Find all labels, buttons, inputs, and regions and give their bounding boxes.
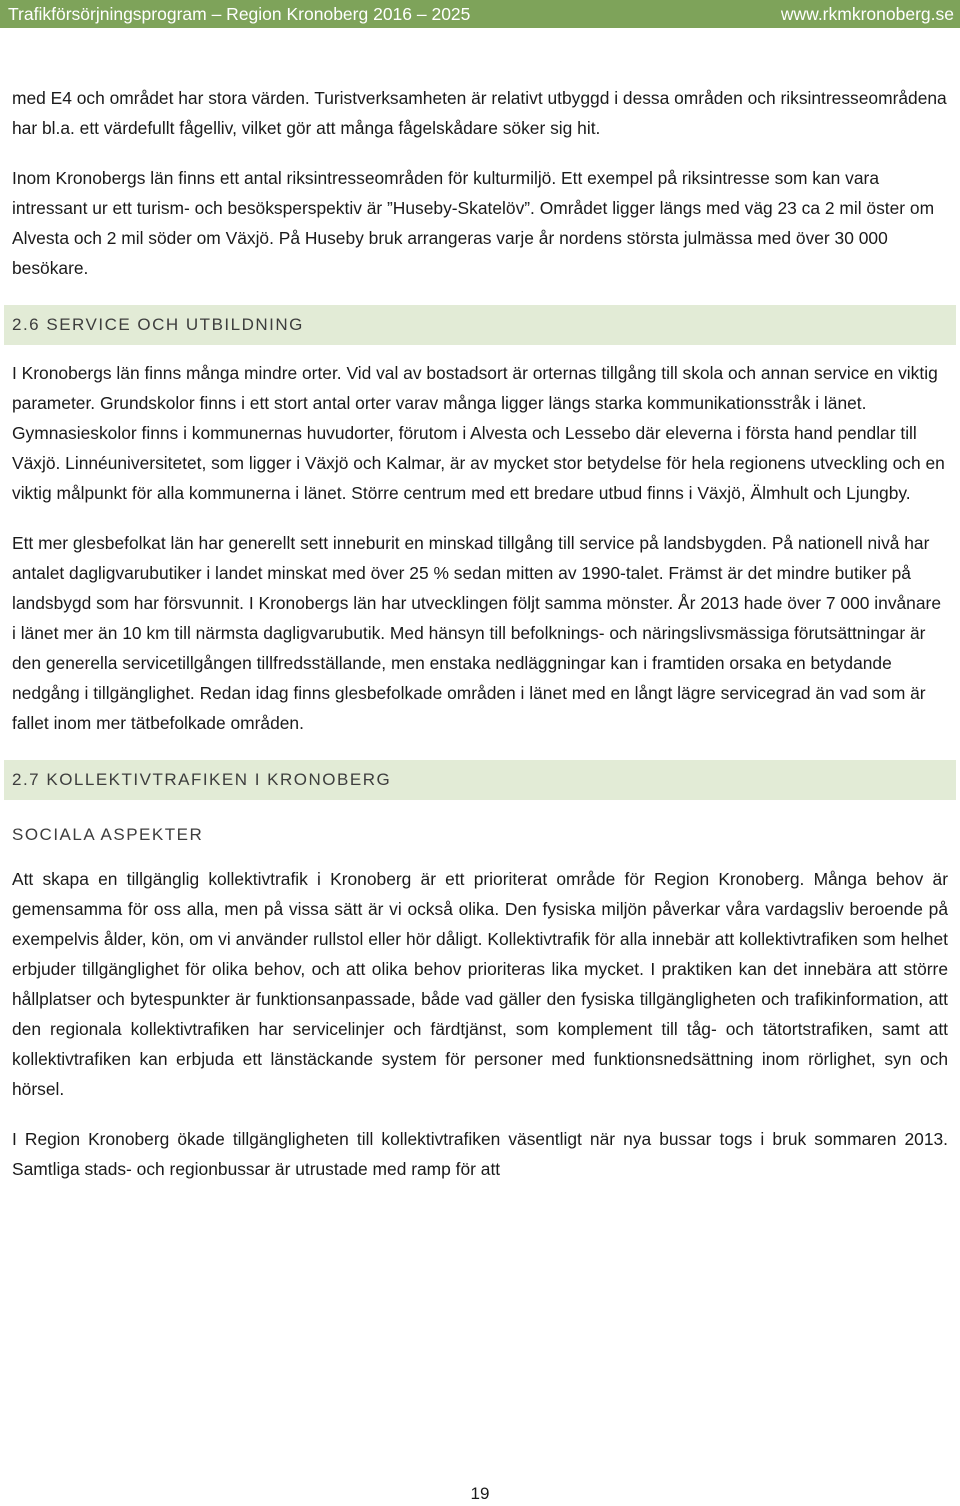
page-header <box>0 0 960 28</box>
paragraph-culture: Inom Kronobergs län finns ett antal riksintresseområden för kulturmiljö. Ett exempel på riksintresse som kan vara intressant ur ett turism- och besöksperspektiv är ”Huseby-Skatelöv”. Området ligger längs med väg 23 ca 2 mil öster om Alvesta och 2 mil söder om Växjö. På Huseby bruk arrangeras varje år nordens största julmässa med över 30 000 besökare. <box>12 168 935 278</box>
paragraph-service: I Kronobergs län finns många mindre orter. Vid val av bostadsort är orternas tillgång till skola och annan service en viktig parameter. Grundskolor finns i ett stort antal orter varav många ligger längs starka kommunikationsstråk i länet. Gymnasieskolor finns i kommunernas huvudorter, förutom i Alvesta och Lessebo där eleverna i första hand pendlar till Växjö. Linnéuniversitetet, som ligger i Växjö och Kalmar, är av mycket stor betydelse för hela regionens utveckling och en viktig målpunkt för alla kommunerna i länet. Större centrum med ett bredare utbud finns i Växjö, Älmhult och Ljungby. <box>12 363 945 503</box>
page-number: 19 <box>470 1484 490 1503</box>
subsection-heading-social: SOCIALA ASPEKTER <box>12 825 204 844</box>
section-heading-public-transport: 2.7 KOLLEKTIVTRAFIKEN I KRONOBERG <box>4 760 956 800</box>
section-heading-service: 2.6 SERVICE OCH UTBILDNING <box>4 305 956 345</box>
paragraph-rural-service: Ett mer glesbefolkat län har generellt sett inneburit en minskad tillgång till service på landsbygden. På nationell nivå har antalet dagligvarubutiker i landet minskat med över 25 % sedan mitten av 1990-talet. Främst är det mindre butiker på landsbygd som har försvunnit. I Kronobergs län har utvecklingen följt samma mönster. År 2013 hade över 7 000 invånare i länet mer än 10 km till närmsta dagligvarubutik. Med hänsyn till befolknings- och näringslivsmässiga förutsättningar är den generella servicetillgången tillfredsställande, men enstaka nedläggningar kan i framtiden orsaka en betydande nedgång i tillgänglighet. Redan idag finns glesbefolkade områden i länet med en långt lägre servicegrad än vad som är fallet inom mer tätbefolkade områden. <box>12 533 941 733</box>
document-body <box>12 83 948 1184</box>
website-link[interactable]: www.rkmkronoberg.se <box>780 4 954 24</box>
paragraph-social: Att skapa en tillgänglig kollektivtrafik i Kronoberg är ett prioriterat område för Region Kronoberg. Många behov är gemensamma för oss alla, men på vissa sätt är vi också olika. Den fysiska miljön påverkar våra vardagsliv beroende på exempelvis ålder, kön, om vi använder rullstol eller hör dåligt. Kollektivtrafik för alla innebär att kollektivtrafiken som helhet erbjuder tillgänglighet för olika behov, och att olika behov prioriteras lika mycket. I praktiken kan det innebära att större hållplatser och bytespunkter är funktionsanpassade, både vad gäller den fysiska tillgängligheten och trafikinformation, att den regionala kollektivtrafiken har servicelinjer och färdtjänst, som komplement till tåg- och tätortstrafiken, samt att kollektivtrafiken kan erbjuda ett länstäckande system för personer med funktionsnedsättning inom rörlighet, syn och hörsel. <box>12 869 948 1099</box>
paragraph-intro: med E4 och området har stora värden. Turistverksamheten är relativt utbyggd i dessa områden och riksintresseområdena har bl.a. ett värdefullt fågelliv, vilket gör att många fågelskådare söker sig hit. <box>12 88 947 138</box>
document-title: Trafikförsörjningsprogram – Region Kronoberg 2016 – 2025 <box>8 4 471 24</box>
paragraph-buses: I Region Kronoberg ökade tillgängligheten till kollektivtrafiken väsentligt när nya bussar togs i bruk sommaren 2013. Samtliga stads- och regionbussar är utrustade med ramp för att <box>12 1129 948 1179</box>
